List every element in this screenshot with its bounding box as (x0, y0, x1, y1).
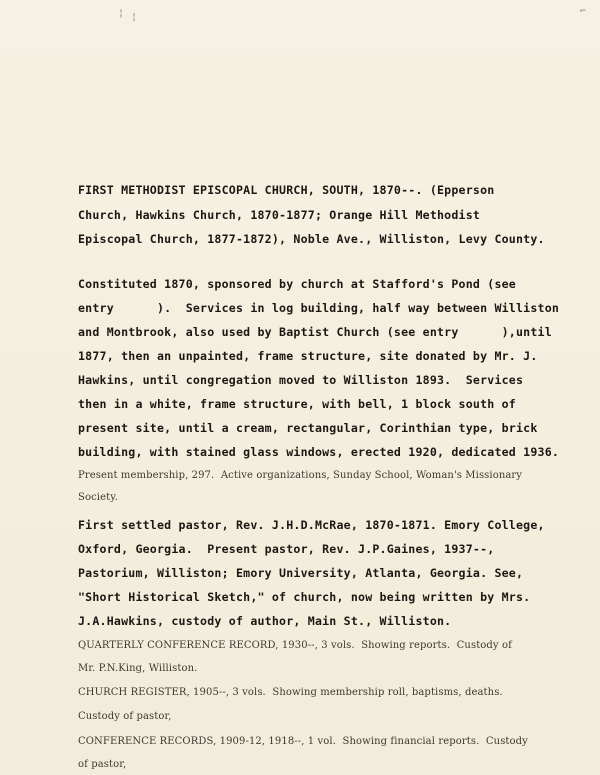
history-line: then in a white, frame structure, with bell, 1 block south of (78, 397, 516, 411)
history-line: 1877, then an unpainted, frame structure, site donated by Mr. J. (78, 349, 538, 363)
margin-mark: ¦ (118, 8, 125, 19)
history-line: and Montbrook, also used by Baptist Church (see entry ),until (78, 325, 552, 339)
pastor-line: First settled pastor, Rev. J.H.D.McRae, 1870-1871. Emory College, (78, 518, 545, 532)
pastor-line: Oxford, Georgia. Present pastor, Rev. J.P.Gaines, 1937--, (78, 542, 495, 556)
record-line: QUARTERLY CONFERENCE RECORD, 1930--, 3 vols. Showing reports. Custody of (78, 640, 512, 651)
history-line: Constituted 1870, sponsored by church at Stafford's Pond (see (78, 277, 516, 291)
pastor-line: Pastorium, Williston; Emory University, Atlanta, Georgia. See, (78, 566, 524, 580)
record-line: CHURCH REGISTER, 1905--, 3 vols. Showing membership roll, baptisms, deaths. (78, 687, 503, 698)
record-line: Mr. P.N.King, Williston. (78, 663, 198, 674)
history-line: present site, until a cream, rectangular, Corinthian type, brick (78, 421, 538, 435)
record-line: CONFERENCE RECORDS, 1909-12, 1918--, 1 vol. Showing financial reports. Custody (78, 736, 528, 747)
heading-line: FIRST METHODIST EPISCOPAL CHURCH, SOUTH, 1870--. (Epperson (78, 183, 495, 197)
margin-mark: ¦ (131, 12, 138, 23)
history-line: building, with stained glass windows, erected 1920, dedicated 1936. (78, 445, 560, 459)
pastor-line: J.A.Hawkins, custody of author, Main St., Williston. (78, 614, 452, 628)
heading-line: Episcopal Church, 1877-1872), Noble Ave., Williston, Levy County. (78, 232, 545, 246)
record-line: Custody of pastor, (78, 711, 172, 722)
heading-line: Church, Hawkins Church, 1870-1877; Orange Hill Methodist (78, 208, 481, 222)
membership-line: Society. (78, 492, 118, 503)
margin-mark: ⌐ (580, 6, 587, 17)
membership-line: Present membership, 297. Active organizations, Sunday School, Woman's Missionary (78, 470, 523, 481)
pastor-line: "Short Historical Sketch," of church, now being written by Mrs. (78, 590, 531, 604)
history-line: entry ). Services in log building, half way between Williston (78, 301, 560, 315)
history-line: Hawkins, until congregation moved to Williston 1893. Services (78, 373, 524, 387)
record-line: of pastor, (78, 759, 127, 770)
